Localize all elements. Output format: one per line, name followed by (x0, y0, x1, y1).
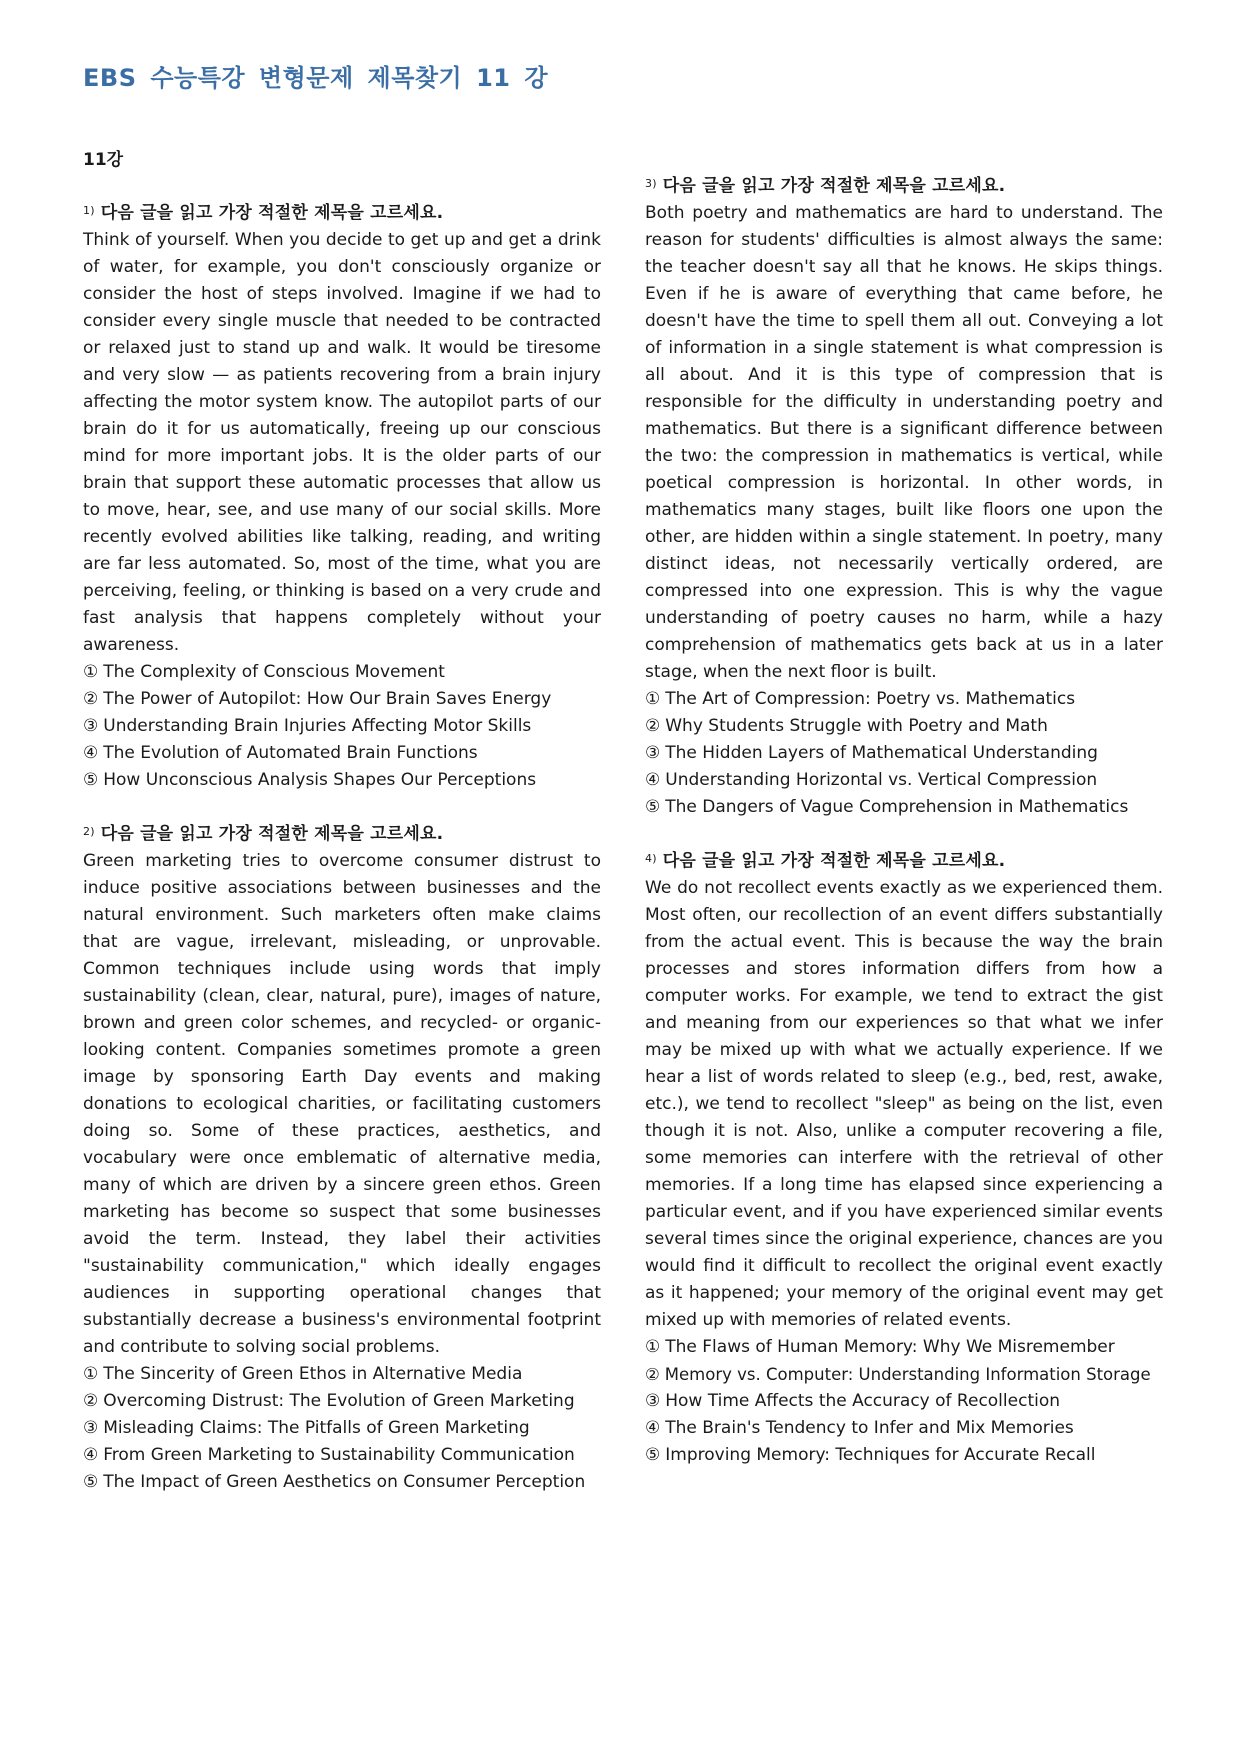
answer-options (645, 686, 1163, 821)
page-title: EBS 수능특강 변형문제 제목찾기 11 강 (83, 64, 549, 92)
option-text: The Dangers of Vague Comprehension in Mathematics (665, 797, 1129, 817)
option-marker: ③ (83, 1418, 99, 1438)
option-text: The Art of Compression: Poetry vs. Mathematics (665, 689, 1076, 709)
option-text: How Unconscious Analysis Shapes Our Perceptions (103, 770, 537, 790)
question-number: 2) (83, 825, 95, 838)
question-passage: We do not recollect events exactly as we experienced them. Most often, our recollection of an event differs substantially from the actual event. This is because the way the brain processes and stores information differs from how a computer works. For example, we tend to extract the gist and meaning from our experiences so that what we infer may be mixed up with what we actually experience. If we hear a list of words related to sleep (e.g., bed, rest, awake, etc.), we tend to recollect "sleep" as being on the list, even though it is not. Also, unlike a computer recovering a file, some memories can interfere with the retrieval of other memories. If a long time has elapsed since experiencing a particular event, and if you have experienced similar events several times since the original experience, chances are you would find it difficult to recollect the original event exactly as it happened; your memory of the original event may get mixed up with memories of related events. (645, 878, 1163, 1330)
option-text: The Sincerity of Green Ethos in Alternative Media (103, 1364, 523, 1384)
answer-options (645, 1334, 1163, 1469)
answer-option[interactable] (645, 1415, 1163, 1442)
option-marker: ② (83, 1391, 99, 1411)
question-3 (645, 170, 1163, 821)
question-heading (645, 845, 1163, 875)
question-2 (83, 818, 601, 1496)
option-text: The Brain's Tendency to Infer and Mix Memories (665, 1418, 1074, 1438)
option-marker: ① (645, 1337, 661, 1357)
option-marker: ⑤ (645, 1445, 661, 1465)
option-marker: ② (645, 1365, 660, 1384)
question-prompt: 다음 글을 읽고 가장 적절한 제목을 고르세요. (100, 203, 444, 223)
answer-option[interactable] (645, 713, 1163, 740)
answer-options (83, 659, 601, 794)
question-passage: Both poetry and mathematics are hard to understand. The reason for students' difficulties is almost always the same: the teacher doesn't say all that he knows. He skips things. Even if he is aware of everything that came before, he doesn't have the time to spell them all out. Conveying a lot of information in a single statement is what compression is all about. And it is this type of compression that is responsible for the difficulty in understanding poetry and mathematics. But there is a significant difference between the two: the compression in mathematics is vertical, while poetical compression is horizontal. In other words, in mathematics many stages, built like floors one upon the other, are hidden within a single statement. In poetry, many distinct ideas, not necessarily vertically ordered, are compressed into one expression. This is why the vague understanding of poetry causes no harm, while a hazy comprehension of mathematics gets back at us in a later stage, when the next floor is built. (645, 203, 1163, 682)
option-text: Misleading Claims: The Pitfalls of Green Marketing (103, 1418, 530, 1438)
option-marker: ⑤ (83, 770, 99, 790)
option-marker: ⑤ (83, 1472, 99, 1492)
option-marker: ④ (645, 1418, 661, 1438)
question-number: 4) (645, 852, 657, 865)
option-marker: ① (645, 689, 661, 709)
answer-option[interactable] (645, 1388, 1163, 1415)
question-passage: Think of yourself. When you decide to get up and get a drink of water, for example, you don't consciously organize or consider the host of steps involved. Imagine if we had to consider every single muscle that needed to be contracted or relaxed just to stand up and walk. It would be tiresome and very slow — as patients recovering from a brain injury affecting the motor system know. The autopilot parts of our brain do it for us automatically, freeing up our conscious mind for more important jobs. It is the older parts of our brain that support these automatic processes that allow us to move, hear, see, and use many of our social skills. More recently evolved abilities like talking, reading, and writing are far less automated. So, most of the time, what you are perceiving, feeling, or thinking is based on a very crude and fast analysis that happens completely without your awareness. (83, 230, 601, 655)
question-heading (645, 170, 1163, 200)
answer-option[interactable] (645, 740, 1163, 767)
question-heading (83, 197, 601, 227)
option-marker: ① (83, 662, 99, 682)
answer-option[interactable] (83, 686, 601, 713)
option-marker: ④ (83, 743, 99, 763)
option-text: Overcoming Distrust: The Evolution of Green Marketing (103, 1391, 575, 1411)
option-text: Why Students Struggle with Poetry and Math (665, 716, 1048, 736)
question-prompt: 다음 글을 읽고 가장 적절한 제목을 고르세요. (662, 176, 1006, 196)
answer-option[interactable] (83, 713, 601, 740)
question-heading (83, 818, 601, 848)
option-text: How Time Affects the Accuracy of Recollection (665, 1391, 1061, 1411)
option-marker: ③ (645, 1391, 661, 1411)
option-text: The Hidden Layers of Mathematical Understanding (665, 743, 1098, 763)
answer-option[interactable] (645, 1334, 1163, 1361)
answer-options (83, 1361, 601, 1496)
option-marker: ③ (83, 716, 99, 736)
question-4 (645, 845, 1163, 1469)
answer-option[interactable] (645, 794, 1163, 821)
option-text: From Green Marketing to Sustainability Communication (103, 1445, 575, 1465)
answer-option[interactable] (83, 1469, 601, 1496)
answer-option[interactable] (645, 767, 1163, 794)
question-prompt: 다음 글을 읽고 가장 적절한 제목을 고르세요. (662, 851, 1006, 871)
section-label: 11강 (83, 150, 124, 170)
option-text: Improving Memory: Techniques for Accurate Recall (665, 1445, 1096, 1465)
option-marker: ④ (83, 1445, 99, 1465)
question-prompt: 다음 글을 읽고 가장 적절한 제목을 고르세요. (100, 824, 444, 844)
question-1 (83, 197, 601, 794)
answer-option[interactable] (645, 686, 1163, 713)
answer-option[interactable] (83, 1442, 601, 1469)
option-marker: ⑤ (645, 797, 661, 817)
option-marker: ① (83, 1364, 99, 1384)
option-text: The Complexity of Conscious Movement (103, 662, 445, 682)
answer-option[interactable] (645, 1361, 1163, 1388)
answer-option[interactable] (83, 767, 601, 794)
question-number: 1) (83, 204, 95, 217)
option-text: Understanding Horizontal vs. Vertical Compression (665, 770, 1098, 790)
answer-option[interactable] (83, 1415, 601, 1442)
option-text: The Evolution of Automated Brain Functions (103, 743, 478, 763)
option-marker: ② (83, 689, 99, 709)
option-text: Understanding Brain Injuries Affecting Motor Skills (103, 716, 532, 736)
question-passage: Green marketing tries to overcome consumer distrust to induce positive associations between businesses and the natural environment. Such marketers often make claims that are vague, irrelevant, misleading, or unprovable. Common techniques include using words that imply sustainability (clean, clear, natural, pure), images of nature, brown and green color schemes, and recycled- or organic-looking content. Companies sometimes promote a green image by sponsoring Earth Day events and making donations to ecological charities, or facilitating customers doing so. Some of these practices, aesthetics, and vocabulary were once emblematic of alternative media, many of which are driven by a sincere green ethos. Green marketing has become so suspect that some businesses avoid the term. Instead, they label their activities "sustainability communication," which ideally engages audiences in supporting operational changes that substantially decrease a business's environmental footprint and contribute to solving social problems. (83, 851, 601, 1357)
option-marker: ④ (645, 770, 661, 790)
option-marker: ② (645, 716, 661, 736)
option-text: The Power of Autopilot: How Our Brain Saves Energy (103, 689, 552, 709)
option-marker: ③ (645, 743, 661, 763)
option-text: The Flaws of Human Memory: Why We Misremember (665, 1337, 1115, 1357)
option-text: Memory vs. Computer: Understanding Information Storage (664, 1365, 1151, 1384)
question-number: 3) (645, 177, 657, 190)
answer-option[interactable] (83, 1388, 601, 1415)
answer-option[interactable] (83, 1361, 601, 1388)
answer-option[interactable] (83, 740, 601, 767)
answer-option[interactable] (645, 1442, 1163, 1469)
answer-option[interactable] (83, 659, 601, 686)
option-text: The Impact of Green Aesthetics on Consumer Perception (103, 1472, 586, 1492)
